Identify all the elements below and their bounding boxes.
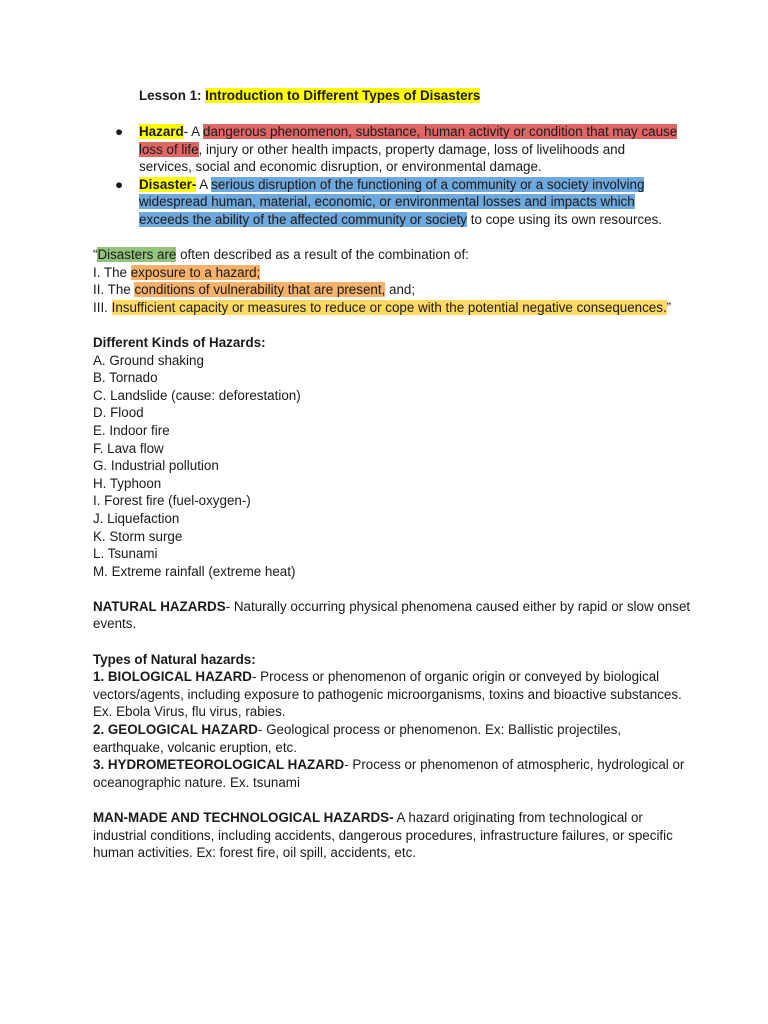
list-item: K. Storm surge	[93, 528, 183, 544]
quote-intro	[93, 246, 693, 264]
quote-item: III. Insufficient capacity or measures to reduce or cope with the potential negative consequences.”	[93, 299, 672, 315]
spacer	[93, 316, 693, 334]
list-item: M. Extreme rainfall (extreme heat)	[93, 563, 296, 579]
quote-item: II. The conditions of vulnerability that are present, and;	[93, 282, 416, 298]
natural-hazards-paragraph: NATURAL HAZARDS- Naturally occurring physical phenomena caused either by rapid or slow onset events.	[93, 598, 691, 632]
quote-item-highlight: exposure to a hazard;	[130, 264, 261, 280]
lesson-label: Lesson 1:	[139, 88, 206, 103]
list-item: J. Liquefaction	[93, 510, 180, 526]
kinds-heading: Different Kinds of Hazards:	[93, 334, 266, 350]
type-item: 2. GEOLOGICAL HAZARD- Geological process or phenomenon. Ex: Ballistic projectiles, earthquake, volcanic eruption, etc.	[93, 722, 622, 755]
list-item: L. Tsunami	[93, 546, 158, 562]
spacer	[93, 633, 693, 651]
bullet-icon: ●	[115, 124, 124, 139]
bullet-icon: ●	[115, 176, 124, 192]
term-disaster: Disaster-	[139, 176, 197, 192]
list-item: D. Flood	[93, 405, 144, 421]
spacer	[93, 791, 693, 809]
definition-hazard	[115, 123, 679, 176]
document-body	[93, 246, 693, 862]
definition-highlight: serious disruption of the functioning of a community or a society involving widespread human, material, economic, or environmental losses and impacts which exceeds the ability of the affected community or society	[139, 176, 645, 227]
definition-disaster	[115, 176, 679, 229]
definition-rest: to cope using its own resources.	[467, 211, 663, 227]
definition-rest: , injury or other health impacts, property damage, loss of livelihoods and services, social and economic disruption, or environmental damage.	[139, 141, 626, 175]
definition-highlight: dangerous phenomenon, substance, human activity or condition that may cause loss of life	[139, 124, 678, 157]
list-item: H. Typhoon	[93, 475, 162, 491]
manmade-hazards-paragraph: MAN-MADE AND TECHNOLOGICAL HAZARDS- A hazard originating from technological or industrial conditions, including accidents, dangerous procedures, infrastructure failures, or specific human activities. Ex: forest fire, oil spill, accidents, etc.	[93, 810, 673, 861]
definition-dash: A	[196, 176, 212, 192]
quote-open-mark: “	[93, 247, 98, 262]
quote-highlight: Disasters are	[97, 247, 177, 262]
manmade-hazards-term: MAN-MADE AND TECHNOLOGICAL HAZARDS-	[93, 810, 394, 825]
types-heading: Types of Natural hazards:	[93, 651, 256, 667]
natural-hazards-term: NATURAL HAZARDS	[93, 598, 226, 614]
quote-intro-text: often described as a result of the combination of:	[176, 247, 469, 262]
spacer	[93, 580, 693, 598]
type-item: 1. BIOLOGICAL HAZARD- Process or phenomenon of organic origin or conveyed by biological vectors/agents, including exposure to pathogenic microorganisms, toxins and bioactive substances. Ex. Ebola Virus, flu virus, rabies.	[93, 669, 682, 720]
lesson-title	[139, 87, 480, 105]
list-item: A. Ground shaking	[93, 352, 204, 368]
lesson-topic: Introduction to Different Types of Disasters	[205, 88, 481, 103]
list-item: F. Lava flow	[93, 440, 164, 456]
definition-dash: - A	[183, 124, 204, 139]
term-hazard: Hazard	[139, 124, 184, 139]
list-item: C. Landslide (cause: deforestation)	[93, 387, 301, 403]
list-item: I. Forest fire (fuel-oxygen-)	[93, 493, 251, 509]
definition-list	[115, 123, 679, 229]
list-item: G. Industrial pollution	[93, 458, 219, 474]
type-item: 3. HYDROMETEOROLOGICAL HAZARD- Process or phenomenon of atmospheric, hydrological or oceanographic nature. Ex. tsunami	[93, 757, 685, 790]
list-item: E. Indoor fire	[93, 422, 170, 438]
quote-item: I. The exposure to a hazard;	[93, 264, 261, 280]
quote-item-highlight: conditions of vulnerability that are present,	[134, 282, 386, 298]
list-item: B. Tornado	[93, 370, 158, 386]
quote-item-highlight: Insufficient capacity or measures to reduce or cope with the potential negative consequences.	[111, 299, 667, 315]
